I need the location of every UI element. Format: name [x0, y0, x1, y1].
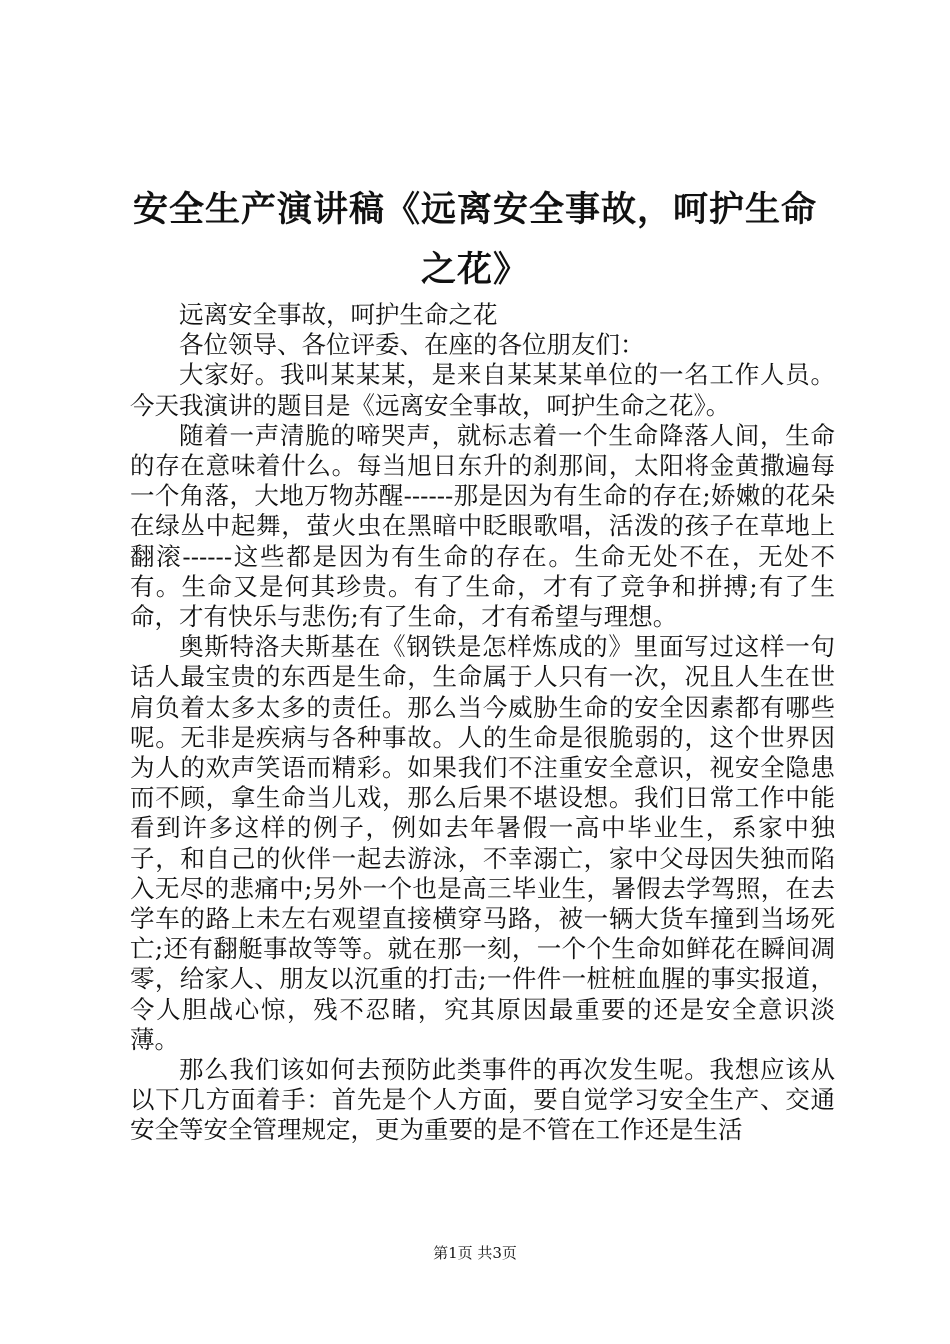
- salutation-paragraph: 各位领导、各位评委、在座的各位朋友们：: [179, 330, 645, 360]
- document-title: 安全生产演讲稿《远离安全事故，呵护生命之花》: [132, 190, 817, 290]
- body-paragraph: 那么我们该如何去预防此类事件的再次发生呢。我想应该从以下几方面着手：首先是个人方面，要自觉学习安全生产、交通安全等安全管理规定，更为重要的是不管在工作还是生活: [130, 1055, 835, 1145]
- document-body: [130, 300, 835, 1146]
- intro-paragraph: 大家好。我叫某某某，是来自某某某单位的一名工作人员。今天我演讲的题目是《远离安全事故，呵护生命之花》。: [130, 360, 835, 420]
- page-number-footer: 第1页 共3页: [433, 1244, 517, 1262]
- body-paragraph: 奥斯特洛夫斯基在《钢铁是怎样炼成的》里面写过这样一句话人最宝贵的东西是生命，生命属于人只有一次，况且人生在世肩负着太多太多的责任。那么当今威胁生命的安全因素都有哪些呢。无非是疾病与各种事故。人的生命是很脆弱的，这个世界因为人的欢声笑语而精彩。如果我们不注重安全意识，视安全隐患而不顾，拿生命当儿戏，那么后果不堪设想。我们日常工作中能看到许多这样的例子，例如去年暑假一高中毕业生，系家中独子，和自己的伙伴一起去游泳，不幸溺亡，家中父母因失独而陷入无尽的悲痛中;另外一个也是高三毕业生，暑假去学驾照，在去学车的路上未左右观望直接横穿马路，被一辆大货车撞到当场死亡;还有翻艇事故等等。就在那一刻，一个个生命如鲜花在瞬间凋零，给家人、朋友以沉重的打击;一件件一桩桩血腥的事实报道，令人胆战心惊，残不忍睹，究其原因最重要的还是安全意识淡薄。: [130, 632, 835, 1054]
- subtitle-paragraph: 远离安全事故，呵护生命之花: [179, 300, 498, 329]
- body-paragraph: 随着一声清脆的啼哭声，就标志着一个生命降落人间，生命的存在意味着什么。每当旭日东升的刹那间，太阳将金黄撒遍每一个角落，大地万物苏醒------那是因为有生命的存在;娇嫩的花朵在绿丛中起舞，萤火虫在黑暗中眨眼歌唱，活泼的孩子在草地上翻滚------这些都是因为有生命的存在。生命无处不在，无处不有。生命又是何其珍贵。有了生命，才有了竞争和拼搏;有了生命，才有快乐与悲伤;有了生命，才有希望与理想。: [130, 420, 835, 632]
